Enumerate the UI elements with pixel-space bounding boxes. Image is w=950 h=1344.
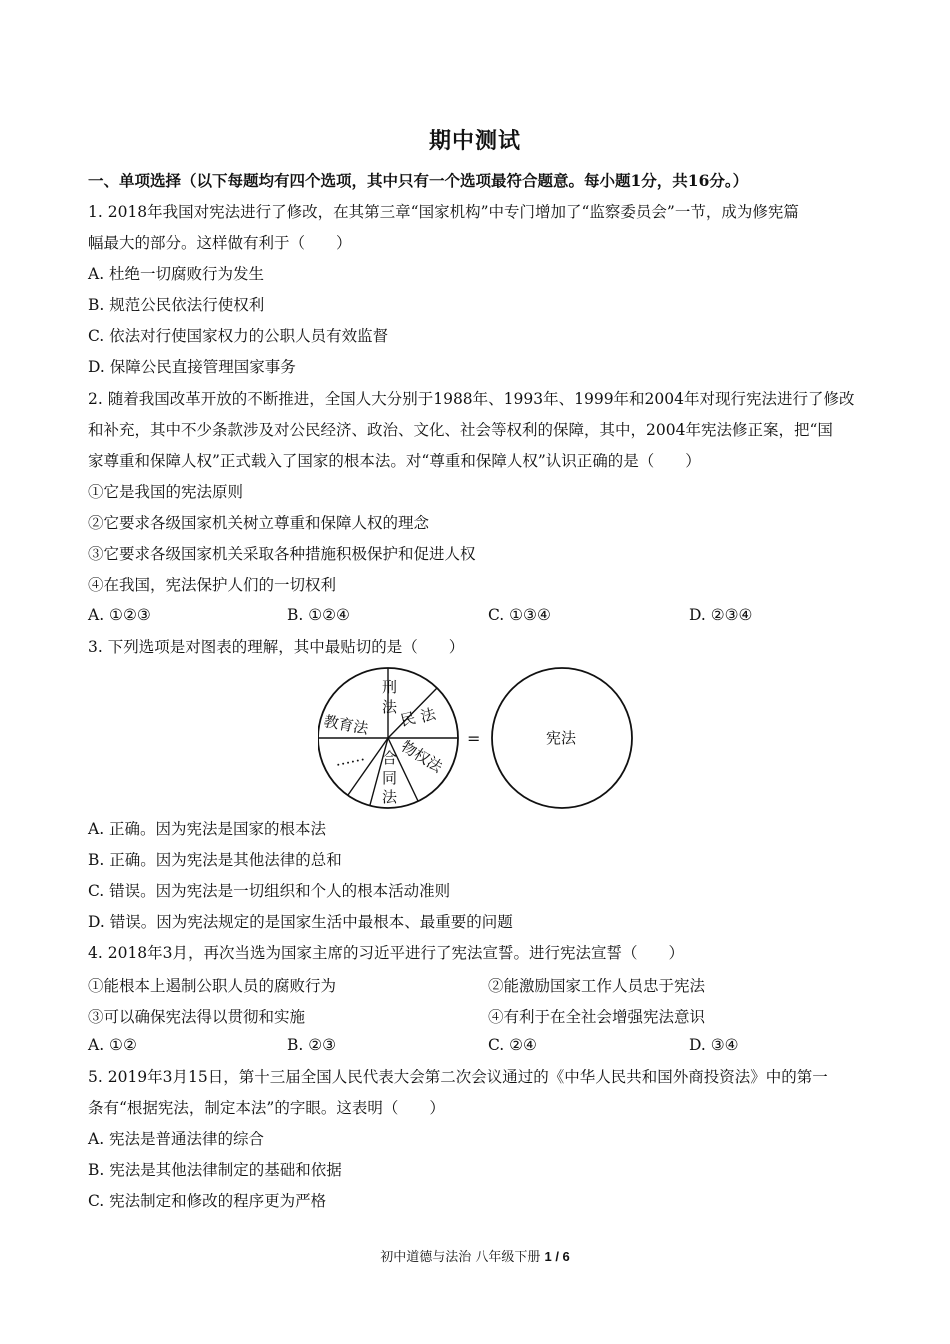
footer-subject: 初中道德与法治 八年级下册 <box>380 1250 545 1265</box>
q1-option-c: C. 依法对行使国家权力的公职人员有效监督 <box>88 327 389 345</box>
label-min-fa: 法 <box>418 704 438 726</box>
label-he-fa: 法 <box>382 788 398 806</box>
q5-stem-line1: 5. 2019年3月15日，第十三届全国人民代表大会第二次会议通过的《中华人民共和国外商投资法》中的第一 <box>88 1068 828 1086</box>
q4-statement-3: ③可以确保宪法得以贯彻和实施 <box>88 1008 306 1026</box>
q1-option-b: B. 规范公民依法行使权利 <box>88 296 265 314</box>
q3-option-b: B. 正确。因为宪法是其他法律的总和 <box>88 851 342 869</box>
q5-option-c: C. 宪法制定和修改的程序更为严格 <box>88 1192 327 1210</box>
q4-statement-2: ②能激励国家工作人员忠于宪法 <box>488 977 706 995</box>
q2-option-d: D. ②③④ <box>689 606 753 624</box>
q2-option-c: C. ①③④ <box>488 606 551 624</box>
q4-option-d: D. ③④ <box>689 1036 739 1054</box>
equals-sign: = <box>467 729 481 748</box>
q1-option-d: D. 保障公民直接管理国家事务 <box>88 358 296 376</box>
q2-stem-line3: 家尊重和保障人权”正式载入了国家的根本法。对“尊重和保障人权”认识正确的是（ ） <box>88 452 701 470</box>
q1-stem-line1: 1. 2018年我国对宪法进行了修改，在其第三章“国家机构”中专门增加了“监察委员会”一节，成为修宪篇 <box>88 203 799 221</box>
q2-stem-line1: 2. 随着我国改革开放的不断推进，全国人大分别于1988年、1993年、1999年和2004年对现行宪法进行了修改 <box>88 390 855 408</box>
page-title: 期中测试 <box>428 128 521 154</box>
q2-statement-2: ②它要求各级国家机关树立尊重和保障人权的理念 <box>88 514 430 532</box>
page-footer <box>0 1246 950 1265</box>
q2-statement-4: ④在我国，宪法保护人们的一切权利 <box>88 576 337 594</box>
label-xing: 刑 <box>382 678 398 696</box>
q5-stem-line2: 条有“根据宪法，制定本法”的字眼。这表明（ ） <box>88 1099 445 1117</box>
q4-statement-1: ①能根本上遏制公职人员的腐败行为 <box>88 977 337 995</box>
q5-option-a: A. 宪法是普通法律的综合 <box>88 1130 265 1148</box>
label-tong: 同 <box>382 769 398 787</box>
q3-option-d: D. 错误。因为宪法规定的是国家生活中最根本、最重要的问题 <box>88 913 513 931</box>
label-jiaoyufa: 教育法 <box>322 712 370 738</box>
q4-statement-4: ④有利于在全社会增强宪法意识 <box>488 1008 706 1026</box>
q4-option-c: C. ②④ <box>488 1036 537 1054</box>
q3-option-a: A. 正确。因为宪法是国家的根本法 <box>88 820 327 838</box>
q5-option-b: B. 宪法是其他法律制定的基础和依据 <box>88 1161 342 1179</box>
law-pie-diagram <box>318 666 638 812</box>
q4-option-a: A. ①② <box>88 1036 137 1054</box>
q2-statement-1: ①它是我国的宪法原则 <box>88 483 244 501</box>
q2-option-a: A. ①②③ <box>88 606 151 624</box>
q4-option-b: B. ②③ <box>287 1036 337 1054</box>
q2-stem-line2: 和补充，其中不少条款涉及对公民经济、政治、文化、社会等权利的保障，其中，2004年宪法修正案，把“国 <box>88 421 833 439</box>
q1-option-a: A. 杜绝一切腐败行为发生 <box>88 265 265 283</box>
q2-statement-3: ③它要求各级国家机关采取各种措施积极保护和促进人权 <box>88 545 476 563</box>
label-wuquanfa: 物权法 <box>397 737 446 777</box>
q1-stem-line2: 幅最大的部分。这样做有利于（ ） <box>88 234 352 252</box>
label-xing-fa: 法 <box>382 698 398 716</box>
q2-option-b: B. ①②④ <box>287 606 350 624</box>
label-ellipsis: …… <box>333 746 367 770</box>
footer-page-number: 1 / 6 <box>544 1249 570 1264</box>
section-heading: 一、单项选择（以下每题均有四个选项，其中只有一个选项最符合题意。每小题1分，共16分。） <box>88 171 749 190</box>
label-min: 民 <box>398 708 418 730</box>
q4-stem: 4. 2018年3月，再次当选为国家主席的习近平进行了宪法宣誓。进行宪法宣誓（ ） <box>88 944 685 962</box>
q3-stem: 3. 下列选项是对图表的理解，其中最贴切的是（ ） <box>88 638 465 656</box>
label-he: 合 <box>382 749 398 767</box>
label-xianfa: 宪法 <box>546 729 577 747</box>
q3-option-c: C. 错误。因为宪法是一切组织和个人的根本活动准则 <box>88 882 451 900</box>
